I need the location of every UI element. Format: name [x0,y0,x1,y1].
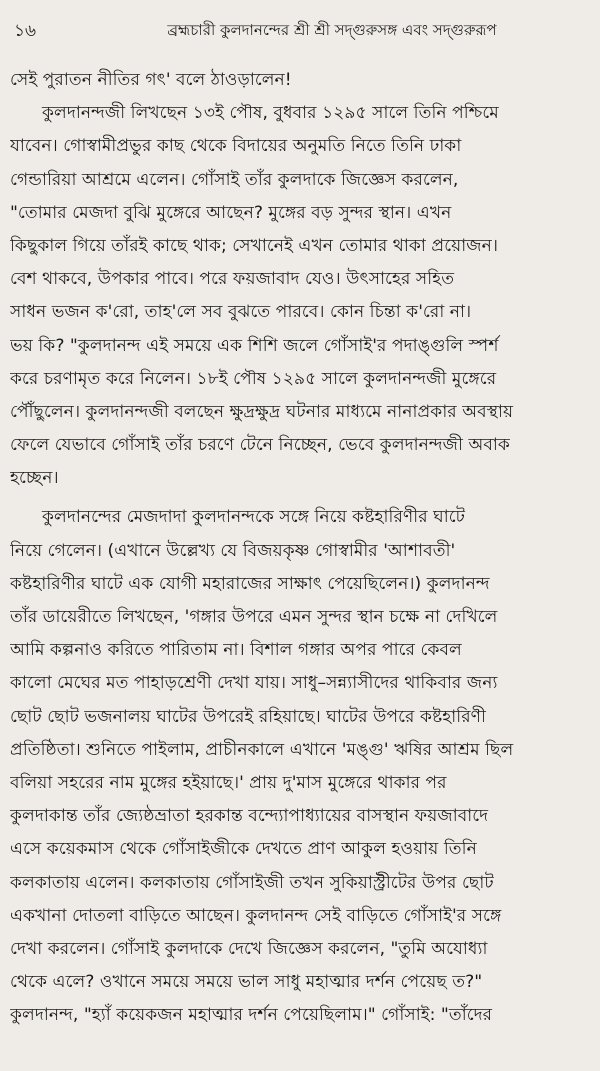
page-number: ১৬ [14,21,37,41]
text-line: একখানা দোতলা বাড়িতে আছেন। কুলদানন্দ সেই বাড়িতে গোঁসাই'র সঙ্গে [10,905,502,926]
text-line: ছোট ছোট ভজনালয় ঘাটের উপরেই রহিয়াছে। ঘাটের উপরে কষ্টহারিণী [10,706,486,727]
text-line: সেই পুরাতন নীতির গৎ' বলে ঠাওড়ালেন! [10,70,292,90]
text-line: যাবেন। গোস্বামীপ্রভুর কাছ থেকে বিদায়ের অনুমতি নিতে তিনি ঢাকা [10,136,462,157]
text-line: কুলদানন্দের মেজদাদা কুলদানন্দকে সঙ্গে নিয়ে কষ্টহারিণীর ঘাটে [42,507,465,528]
text-line: এসে কয়েকমাস থেকে গোঁসাইজীকে দেখতে প্রাণ আকুল হওয়ায় তিনি [10,839,477,860]
text-line: আমি কল্পনাও করিতে পারিতাম না। বিশাল গঙ্গার অপর পারে কেবল [10,640,462,661]
text-line: ফেলে যেভাবে গোঁসাই তাঁর চরণে টেনে নিচ্ছেন, ভেবে কুলদানন্দজী অবাক [10,435,510,456]
text-line: তাঁর ডায়েরীতে লিখছেন, 'গঙ্গার উপরে এমন সুন্দর স্থান চক্ষে না দেখিলে [10,607,498,627]
text-line: ভয় কি? "কুলদানন্দ এই সময়ে এক শিশি জলে গোঁসাই'র পদাঙ্গুলি স্পর্শ [10,335,499,356]
text-line: সাধন ভজন ক'রো, তাহ'লে সব বুঝতে পারবে। কোন চিন্তা ক'রো না। [10,302,472,323]
text-line: কষ্টহারিণীর ঘাটে এক যোগী মহারাজের সাক্ষাৎ পেয়েছিলেন।) কুলদানন্দ [10,573,490,594]
text-line: কলকাতায় এলেন। কলকাতায় গোঁসাইজী তখন সুকিয়াস্ট্রীটের উপর ছোট [10,872,494,893]
text-line: কালো মেঘের মত পাহাড়শ্রেণী দেখা যায়। সাধু–সন্ন্যাসীদের থাকিবার জন্য [10,673,498,694]
text-line: বেশ থাকবে, উপকার পাবে। পরে ফয়জাবাদ যেও। উৎসাহের সহিত [10,269,455,290]
text-line: গেন্ডারিয়া আশ্রমে এলেন। গোঁসাই তাঁর কুলদাকে জিজ্ঞেস করলেন, [10,169,459,190]
text-line: বলিয়া সহরের নাম মুঙ্গের হইয়াছে।' প্রায় দু'মাস মুঙ্গেরে থাকার পর [10,772,447,793]
text-line: হচ্ছেন। [10,468,59,489]
text-line: করে চরণামৃত করে নিলেন। ১৮ই পৌষ ১২৯৫ সালে কুলদানন্দজী মুঙ্গেরে [10,368,497,389]
text-line: কুলদানন্দজী লিখছেন ১৩ই পৌষ, বুধবার ১২৯৫ সালে তিনি পশ্চিমে [42,103,499,124]
text-line: কিছুকাল গিয়ে তাঁরই কাছে থাক; সেখানেই এখন তোমার থাকা প্রয়োজন। [10,235,499,256]
text-line: থেকে এলে? ওখানে সময়ে সময়ে ভাল সাধু মহাত্মার দর্শন পেয়েছ ত?" [10,972,483,993]
text-line: দেখা করলেন। গোঁসাই কুলদাকে দেখে জিজ্ঞেস করলেন, "তুমি অযোধ্যা [10,938,488,959]
text-line: কুলদাকান্ত তাঁর জ্যেষ্ঠভ্রাতা হরকান্ত বন্দ্যোপাধ্যায়ের বাসস্থান ফয়জাবাদে [10,806,489,827]
text-line: প্রতিষ্ঠিতা। শুনিতে পাইলাম, প্রাচীনকালে এখানে 'মঙ্গু' ঋষির আশ্রম ছিল [10,739,514,760]
running-title: ব্রহ্মচারী কুলদানন্দের শ্রী শ্রী সদ্‌গুরুসঙ্গ এবং সদ্‌গুরুরূপ [167,21,497,39]
text-line: "তোমার মেজদা বুঝি মুঙ্গেরে আছেন? মুঙ্গের বড় সুন্দর স্থান। এখন [10,202,452,223]
body-text [10,64,584,1032]
text-line: পৌঁছুলেন। কুলদানন্দজী বলছেন ক্ষুদ্রক্ষুদ্র ঘটনার মাধ্যমে নানাপ্রকার অবস্থায় [10,401,514,422]
page-header [14,16,586,46]
text-line: নিয়ে গেলেন। (এখানে উল্লেখ্য যে বিজয়কৃষ্ণ গোস্বামীর 'আশাবতী' [10,540,456,561]
text-line: কুলদানন্দ, "হ্যাঁ কয়েকজন মহাত্মার দর্শন পেয়েছিলাম।" গোঁসাই: "তাঁদের [10,1005,493,1026]
